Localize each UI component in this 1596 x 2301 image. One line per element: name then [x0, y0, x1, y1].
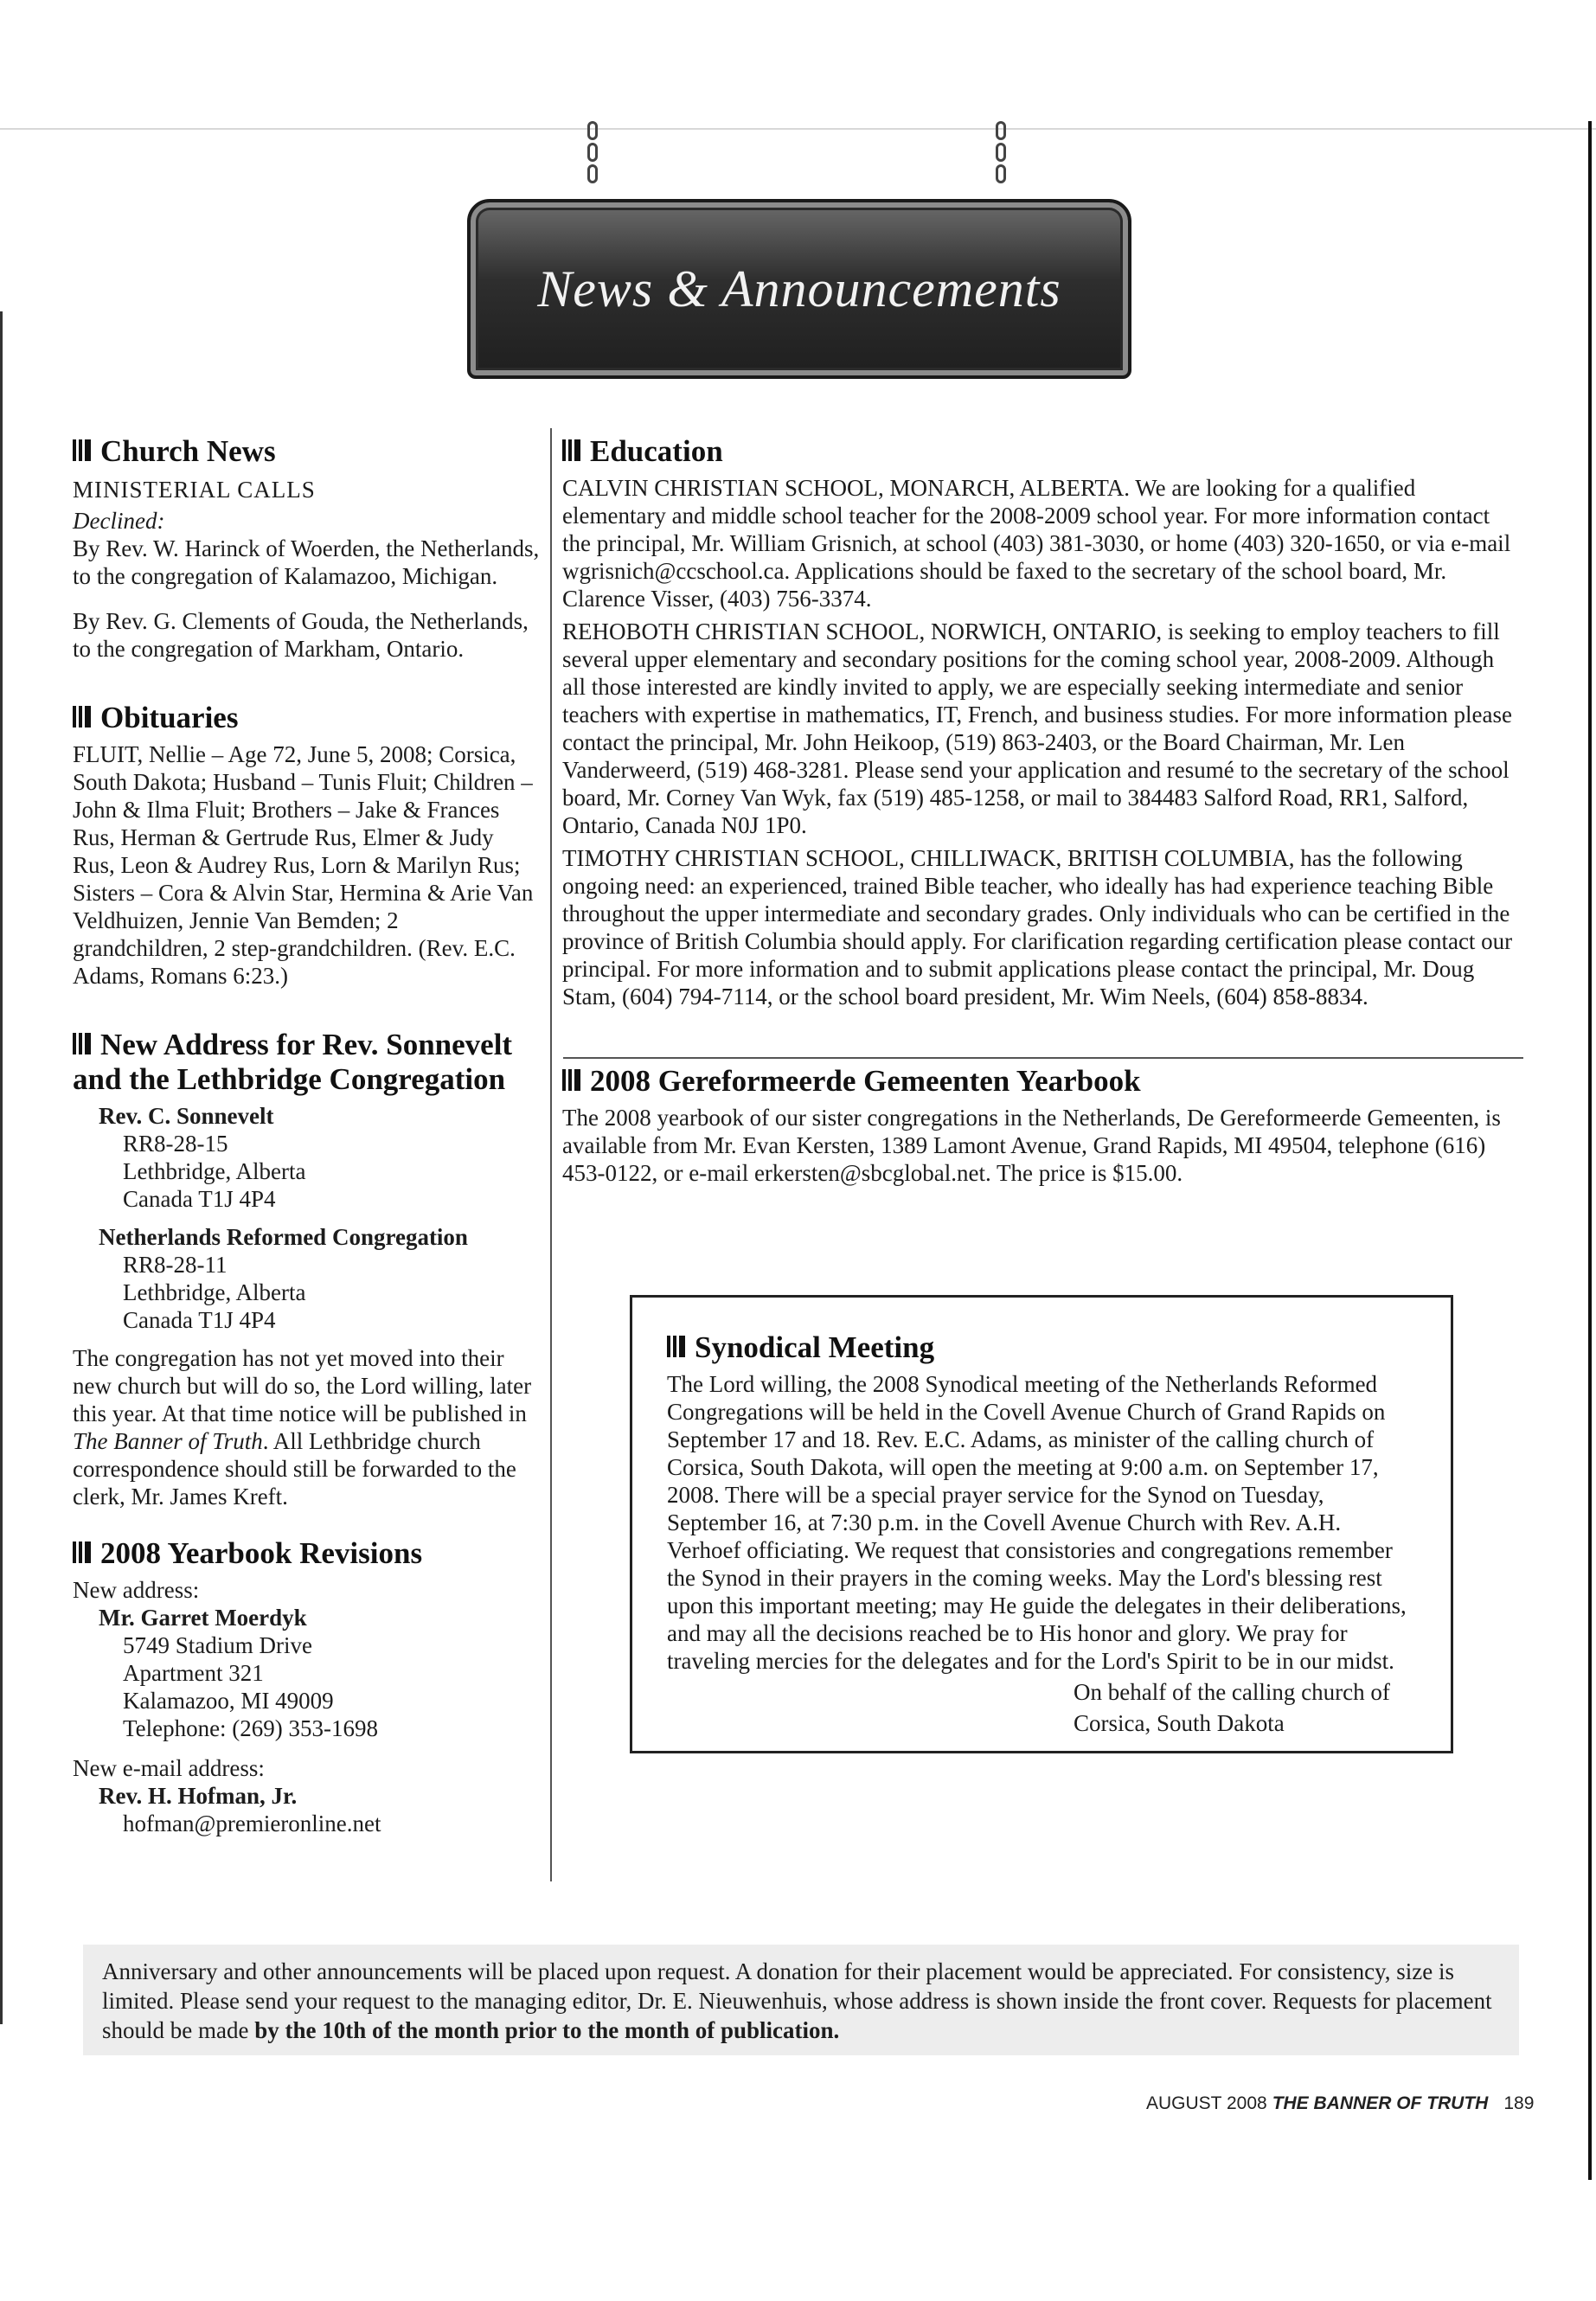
placement-notice: [83, 1945, 1519, 2055]
section-bars-icon: [562, 434, 583, 469]
footer-date: AUGUST 2008: [1146, 2093, 1267, 2113]
yearbook-revisions-section: [73, 1536, 540, 1837]
address-line: Lethbridge, Alberta: [123, 1279, 306, 1305]
gg-yearbook-heading: 2008 Gereformeerde Gemeenten Yearbook: [562, 1064, 1522, 1099]
page-edge-left: [0, 311, 3, 2024]
section-bars-icon: [73, 1536, 93, 1571]
obituaries-heading: Obituaries: [73, 701, 540, 735]
education-listing: REHOBOTH CHRISTIAN SCHOOL, NORWICH, ONTARIO, is seeking to employ teachers to fill several upper elementary and secondary positions for the coming school year, 2008-2009. Although all those interested are kindly invited to apply, we are especially seeking intermediate and senior teachers with expertise in mathematics, IT, French, and business studies. For more information please contact the principal, Mr. John Heikoop, (519) 863-2403, or the Board Chairman, Mr. Len Vanderweerd, (519) 468-3281. Please send your application and resumé to the secretary of the school board, Mr. Corney Van Wyk, fax (519) 485-1258, or mail to 384483 Salford Road, RR1, Salford, Ontario, Canada N0J 1P0.: [562, 619, 1512, 838]
church-news-section: [73, 434, 540, 663]
right-column: [562, 434, 1522, 1192]
education-listing: CALVIN CHRISTIAN SCHOOL, MONARCH, ALBERTA. We are looking for a qualified elementary and middle school teacher for the 2008-2009 school year. For more information contact the principal, Mr. William Grisnich, at school (403) 381-3030, or home (403) 320-1650, or via e-mail wgrisnich@ccschool.ca. Applications should be faxed to the secretary of the school board, Mr. Clarence Visser, (403) 756-3374.: [562, 475, 1511, 612]
new-address-label: New address:: [73, 1577, 200, 1603]
education-heading: Education: [562, 434, 1522, 469]
address-line: Lethbridge, Alberta: [123, 1158, 306, 1184]
section-bars-icon: [562, 1064, 583, 1099]
page-number: 189: [1503, 2093, 1535, 2113]
congregation-name: Netherlands Reformed Congregation: [99, 1224, 468, 1250]
address-line: RR8-28-15: [123, 1131, 228, 1157]
address-line: Canada T1J 4P4: [123, 1186, 276, 1212]
address-line: Telephone: (269) 353-1698: [123, 1715, 379, 1741]
church-news-heading: Church News: [73, 434, 540, 469]
synod-signoff: On behalf of the calling church of: [1074, 1679, 1390, 1705]
email-person: Rev. H. Hofman, Jr.: [99, 1783, 298, 1809]
education-section: [562, 434, 1522, 1010]
chain-right: [988, 121, 1014, 208]
new-email-label: New e-mail address:: [73, 1755, 265, 1781]
congregation-note: The congregation has not yet moved into their new church but will do so, the Lord willing, later this year. At that time notice will be published in The Banner of Truth. All Lethbridge church correspondence should still be forwarded to the clerk, Mr. James Kreft.: [73, 1345, 532, 1509]
obituaries-section: [73, 701, 540, 990]
obituary-text: FLUIT, Nellie – Age 72, June 5, 2008; Corsica, South Dakota; Husband – Tunis Fluit; Children – John & Ilma Fluit; Brothers – Jake & Frances Rus, Herman & Gertrude Rus, Elmer & Judy Rus, Leon & Audrey Rus, Lorn & Marilyn Rus; Sisters – Cora & Alvin Star, Hermina & Arie Van Veldhuizen, Jennie Van Bemden; 2 grandchildren, 2 step-grandchildren. (Rev. E.C. Adams, Romans 6:23.): [73, 741, 534, 989]
call-item: By Rev. G. Clements of Gouda, the Netherlands, to the congregation of Markham, Ontario.: [73, 608, 529, 662]
synod-text: The Lord willing, the 2008 Synodical meeting of the Netherlands Reformed Congregations will be held in the Covell Avenue Church of Grand Rapids on September 17 and 18. Rev. E.C. Adams, as minister of the calling church of Corsica, South Dakota, will open the meeting at 9:00 a.m. on September 17, 2008. There will be a special prayer service for the Synod on Tuesday, September 16, at 7:30 p.m. in the Covell Avenue Church with Rev. A.H. Verhoef officiating. We request that consistories and congregations remember the Synod in their prayers in the coming weeks. May the Lord's blessing rest upon this important meeting; may He guide the delegates in their deliberations, and may all the decisions reached be to His honor and glory. We pray for traveling mercies for the delegates and for the Lord's Spirit to be in our midst.: [667, 1371, 1407, 1674]
gg-yearbook-text: The 2008 yearbook of our sister congregations in the Netherlands, De Gereformeerde Gemeenten, is available from Mr. Evan Kersten, 1389 Lamont Avenue, Grand Rapids, MI 49504, telephone (616) 453-0122, or e-mail erkersten@sbcglobal.net. The price is $15.00.: [562, 1105, 1501, 1186]
rev-name: Rev. C. Sonnevelt: [99, 1103, 274, 1129]
gg-yearbook-section: [562, 1064, 1522, 1187]
address-line: Apartment 321: [123, 1660, 264, 1686]
page-edge-right: [1588, 121, 1592, 2180]
notice-text: Anniversary and other announcements will be placed upon request. A donation for their placement would be appreciated. For consistency, size is limited. Please send your request to the managing editor, Dr. E. Nieuwenhuis, whose address is shown inside the front cover. Requests for placement should be made by the 10th of the month prior to the month of publication.: [102, 1958, 1492, 2043]
column-divider: [550, 428, 552, 1881]
address-line: Kalamazoo, MI 49009: [123, 1688, 334, 1714]
section-bars-icon: [667, 1330, 688, 1365]
education-listing: TIMOTHY CHRISTIAN SCHOOL, CHILLIWACK, BRITISH COLUMBIA, has the following ongoing need: an experienced, trained Bible teacher, who ideally has had experience teaching Bible throughout the upper intermediate and secondary grades. Only individuals who can be certified in the province of British Columbia should apply. For clarification regarding certification please contact our principal. For more information and to submit applications please contact the principal, Mr. Doug Stam, (604) 794-7114, or the school board president, Mr. Wim Neels, (604) 858-8834.: [562, 845, 1513, 1009]
yearbook-revisions-heading: 2008 Yearbook Revisions: [73, 1536, 540, 1571]
new-address-heading: New Address for Rev. Sonnevelt and the Lethbridge Congregation: [73, 1028, 513, 1096]
chain-left: [580, 121, 606, 208]
declined-label: Declined:: [73, 508, 165, 534]
section-bars-icon: [73, 434, 93, 469]
page-footer: [1146, 2093, 1544, 2114]
page-title: News & Announcements: [537, 260, 1061, 317]
call-item: By Rev. W. Harinck of Woerden, the Netherlands, to the congregation of Kalamazoo, Michigan.: [73, 535, 540, 589]
footer-magazine: THE BANNER OF TRUTH: [1272, 2093, 1489, 2113]
address-line: 5749 Stadium Drive: [123, 1632, 312, 1658]
section-bars-icon: [73, 701, 93, 735]
synod-signoff: Corsica, South Dakota: [1074, 1710, 1285, 1736]
address-line: Canada T1J 4P4: [123, 1307, 276, 1333]
address-line: RR8-28-11: [123, 1252, 228, 1278]
sign-board: [467, 199, 1131, 379]
section-bars-icon: [73, 1028, 93, 1062]
synod-heading: Synodical Meeting: [667, 1330, 1418, 1365]
new-address-section: [73, 1028, 540, 1510]
header-sign: [458, 121, 1133, 372]
person-name: Mr. Garret Moerdyk: [99, 1605, 307, 1631]
synod-box: [630, 1295, 1453, 1753]
email-address: hofman@premieronline.net: [123, 1811, 381, 1836]
ministerial-calls-heading: MINISTERIAL CALLS: [73, 477, 316, 503]
left-column: [73, 434, 540, 1837]
